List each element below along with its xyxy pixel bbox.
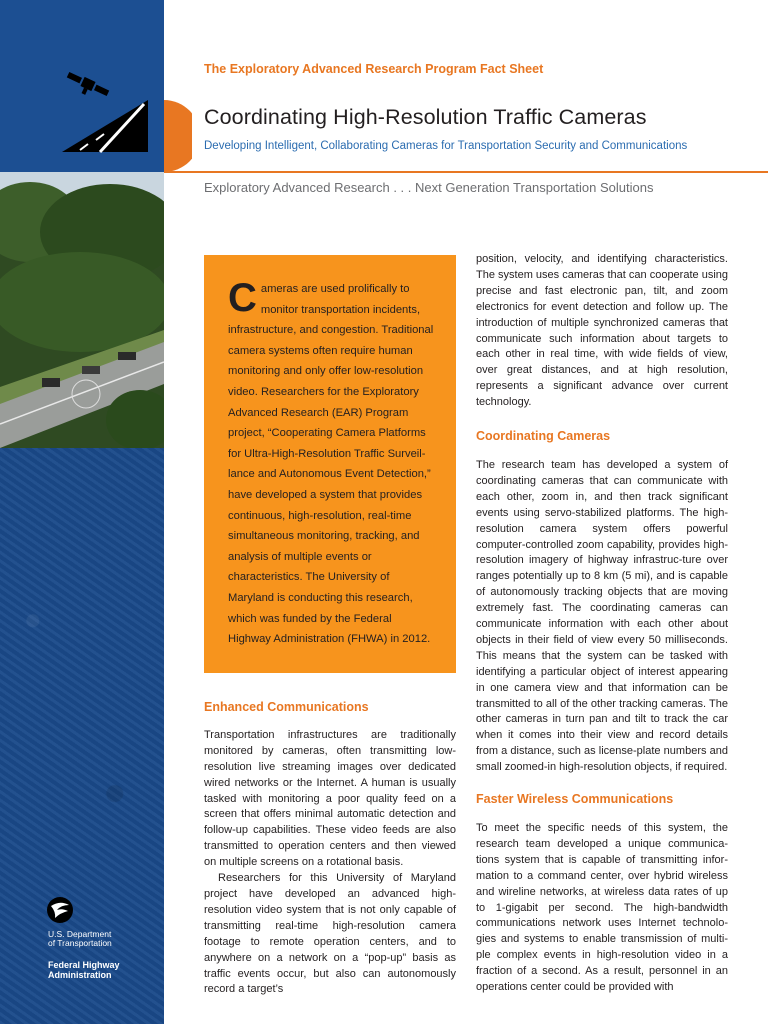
paragraph: Transportation infrastructures are traditionally monitored by cameras, often transmitting low-resolution live streaming images over dedicated wired networks or the Internet. A human is usually tasked with monitoring a poor quality feed on a screen that offers minimal automatic detection and follow-up capabilities. These video feeds are also transmitted to operation centers and then viewed on multiple screens on a rotational basis. bbox=[204, 728, 456, 869]
right-column bbox=[476, 252, 728, 996]
satellite-road-icon bbox=[60, 66, 152, 156]
fhwa-line: Administration bbox=[48, 970, 112, 980]
traffic-camera-photo bbox=[0, 172, 164, 448]
section-heading-coordinating-cameras: Coordinating Cameras bbox=[476, 429, 611, 444]
paragraph: position, velocity, and identifying characteristics. The system uses cameras that can cooperate using precise and fast electronic pan, tilt, and zoom electronics for event detection and follow up. The introduction of multiple synchronized cameras that communicate such information about targets to each other in real time, with wide fields of view, over great distances, and at high resolution, represents a significant advance over current technology. bbox=[476, 253, 728, 409]
page-title: Coordinating High-Resolution Traffic Cameras bbox=[204, 105, 647, 129]
page-subtitle: Developing Intelligent, Collaborating Cameras for Transportation Security and Communications bbox=[204, 140, 688, 152]
callout-text bbox=[228, 276, 434, 650]
program-tagline: Exploratory Advanced Research . . . Next Generation Transportation Solutions bbox=[204, 180, 654, 195]
dropcap: C bbox=[228, 276, 257, 320]
header-divider bbox=[164, 171, 768, 173]
section-heading-enhanced-communications: Enhanced Communications bbox=[204, 700, 369, 714]
series-title: The Exploratory Advanced Research Program Fact Sheet bbox=[204, 62, 544, 76]
section-heading-faster-wireless: Faster Wireless Communications bbox=[476, 792, 674, 807]
left-column bbox=[204, 700, 456, 998]
fhwa-line: Federal Highway bbox=[48, 960, 120, 970]
paragraph: To meet the specific needs of this system, the research team developed a unique communica-tions system that is capable of transmitting infor-mation to a command center, over hybrid wireless and wireline networks, at wireless data rates of up to 1-gigabit per second. The high-bandwidth communications network uses Internet technolo-gies and systems to enable transmission of multi-ple complex events in high-resolution video in a fraction of a second. As a result, personnel in an operations center could be provided with bbox=[476, 822, 728, 994]
dot-line: of Transportation bbox=[48, 938, 112, 948]
fhwa-wordmark bbox=[48, 960, 120, 980]
paragraph: The research team has developed a system of coordinating cameras that can communicate with each other, zoom in, and then track significant events using servo-stabilized platforms. The high-resolution camera system offers powerful computer-controlled zoom capability, provides high-resolution imagery of highway infrastruc-ture over ranges potentially up to 8 km (5 mi), and is capable of autonomously tracking objects that are moving extremely fast. The coordinating cameras can communicate information with each other about objects in their field of view every 50 milliseconds. This means that the system can be tasked with identifying a particular object of interest appearing in one camera view and that information can be transmitted to all of the other tracking cameras. The other cameras in turn pan and tilt to track the car when it comes into their view and record details from a distance, such as license-plate numbers and small zoomed-in high-resolution objects, if required. bbox=[476, 458, 728, 774]
paragraph: Researchers for this University of Maryland project have developed an advanced high-resolution video system that is not only capable of transmitting real-time high-resolution camera footage to remote operation centers, and to anywhere on a network on a “pop-up” basis as traffic events occur, but also can autonomously record a target’s bbox=[204, 872, 456, 996]
dot-line: U.S. Department bbox=[48, 929, 112, 939]
callout-body: ameras are used prolifically to monitor transportation incidents, infrastructure, and congestion. Traditional camera systems often require human monitoring and only offer low-resolution video. Researchers for the Exploratory Advanced Research (EAR) Program project, “Cooperating Camera Platforms for Ultra-High-Resolution Traffic Surveil-lance and Autonomous Event Detection,” have developed a system that provides continuous, high-resolution, real-time simultaneous monitoring, tracking, and analysis of multiple events or characteristics. The University of Maryland is conducting this research, which was funded by the Federal Highway Administration (FHWA) in 2012. bbox=[228, 283, 434, 646]
dot-wordmark bbox=[48, 930, 112, 948]
dot-eagle-icon bbox=[46, 896, 74, 924]
intro-callout bbox=[204, 255, 456, 673]
